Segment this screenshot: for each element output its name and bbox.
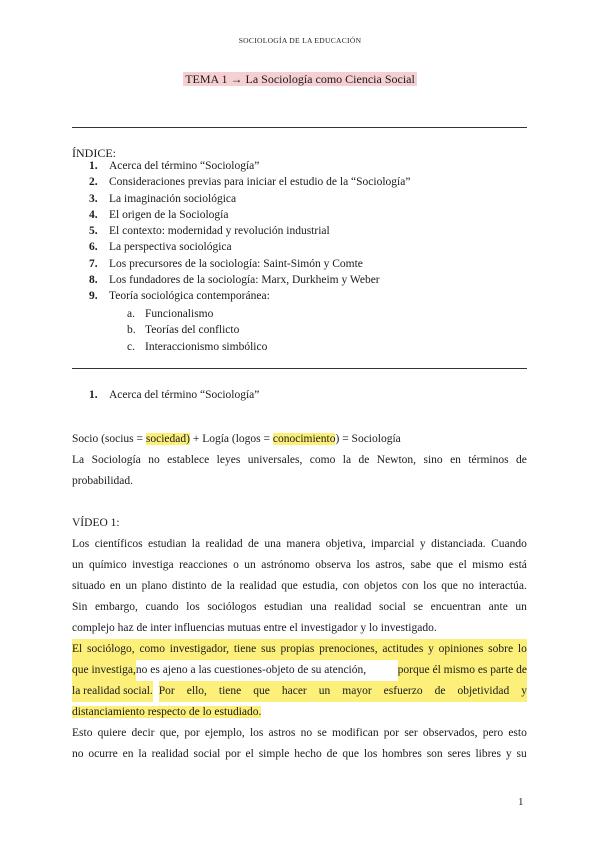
paragraph-scientists: Los científicos estudian la realidad de una manera objetiva, imparcial y distanciada. Cuando un químico investiga reacciones o un astrónomo observa los astros, sabe que el mismo está situado en un plano distinto de la realidad que estudia, con objetos con los que no interactúa. Sin embargo, cuando los sociólogos estudian una realidad social se encuentran ante un complejo haz de inter influencias mutuas entre el investigador y lo investigado. [72, 534, 527, 639]
page-number: 1 [518, 796, 524, 808]
index-item: 6. La perspectiva sociológica [89, 241, 232, 254]
running-header: SOCIOLOGÍA DE LA EDUCACIÓN [238, 36, 362, 45]
top-divider [72, 127, 527, 128]
index-subitem: a. Funcionalismo [127, 308, 214, 320]
justified-line: Sin embargo, cuando los sociólogos estudian una realidad social se encuentran ante un [72, 601, 527, 613]
index-item: 4. El origen de la Sociología [89, 208, 229, 221]
index-sublist [72, 306, 267, 355]
section-heading: 1. Acerca del término “Sociología” [89, 389, 260, 401]
index-subitem: b. Teorías del conflicto [127, 324, 240, 337]
title-container [0, 70, 600, 88]
paragraph-sociologist: El sociólogo, como investigador, tiene sus propias prenociones, actitudes y opiniones sobre lo que investiga, no es ajeno a las cuestiones-objeto de su atención, porque él mismo es parte de la realidad social. Por ello, tiene que hacer un mayor esfuerzo de objetividad y distanciamiento respecto de lo estudiado. [72, 639, 527, 723]
document-title: TEMA 1 → La Sociología como Ciencia Social [185, 72, 415, 86]
justified-line: un químico investiga reacciones o un astrónomo observa los astros, sabe que el mismo está [72, 559, 527, 571]
highlight: conocimiento [272, 433, 336, 445]
highlight: sociedad) [145, 433, 190, 445]
justified-line: Los científicos estudian la realidad de una manera objetiva, imparcial y distanciada. Cuando [72, 538, 527, 550]
justified-line: no ocurre en la realidad social por el simple hecho de que los hombres son seres libres y su [72, 748, 527, 760]
highlight: distanciamiento respecto de lo estudiado. [72, 706, 262, 718]
index-list [72, 158, 410, 305]
highlight: Por ello, tiene que hacer un mayor esfuerzo de objetividad y [159, 681, 527, 702]
index-label: ÍNDICE: [72, 146, 116, 160]
index-subitem: c. Interaccionismo simbólico [127, 340, 268, 353]
index-item: 3. La imaginación sociológica [89, 192, 237, 205]
bottom-divider [72, 368, 527, 369]
index-item: 8. Los fundadores de la sociología: Marx, Durkheim y Weber [89, 274, 380, 287]
index-item: 5. El contexto: modernidad y revolución industrial [89, 225, 330, 238]
video-label: VÍDEO 1: [72, 517, 120, 529]
index-item: 9. Teoría sociológica contemporánea: [89, 290, 270, 303]
highlight: porque él mismo es parte de [398, 660, 527, 681]
index-item: 2. Consideraciones previas para iniciar el estudio de la “Sociología” [89, 176, 411, 189]
highlight: la realidad social. [72, 681, 153, 702]
paragraph-definition: La Sociología no establece leyes universales, como la de Newton, sino en términos de probabilidad. [72, 450, 527, 492]
highlight: El sociólogo, como investigador, tiene sus propias prenociones, actitudes y opiniones sobre lo [72, 639, 527, 660]
justified-line: situado en un plano distinto de la realidad que estudia, con objetos con los que no interactúa. [72, 580, 527, 592]
justified-line: Esto quiere decir que, por ejemplo, los astros no se modifican por ser observados, pero esto [72, 727, 527, 739]
justified-line: La Sociología no establece leyes universales, como la de Newton, sino en términos de [72, 454, 527, 466]
highlight: que investiga, [72, 660, 136, 681]
socio-line: Socio (socius = sociedad) + Logía (logos = conocimiento) = Sociología [72, 433, 401, 445]
index-item: 1. Acerca del término “Sociología” [89, 160, 260, 172]
index-item: 7. Los precursores de la sociología: Saint-Simón y Comte [89, 257, 363, 270]
paragraph-astros [72, 723, 527, 765]
